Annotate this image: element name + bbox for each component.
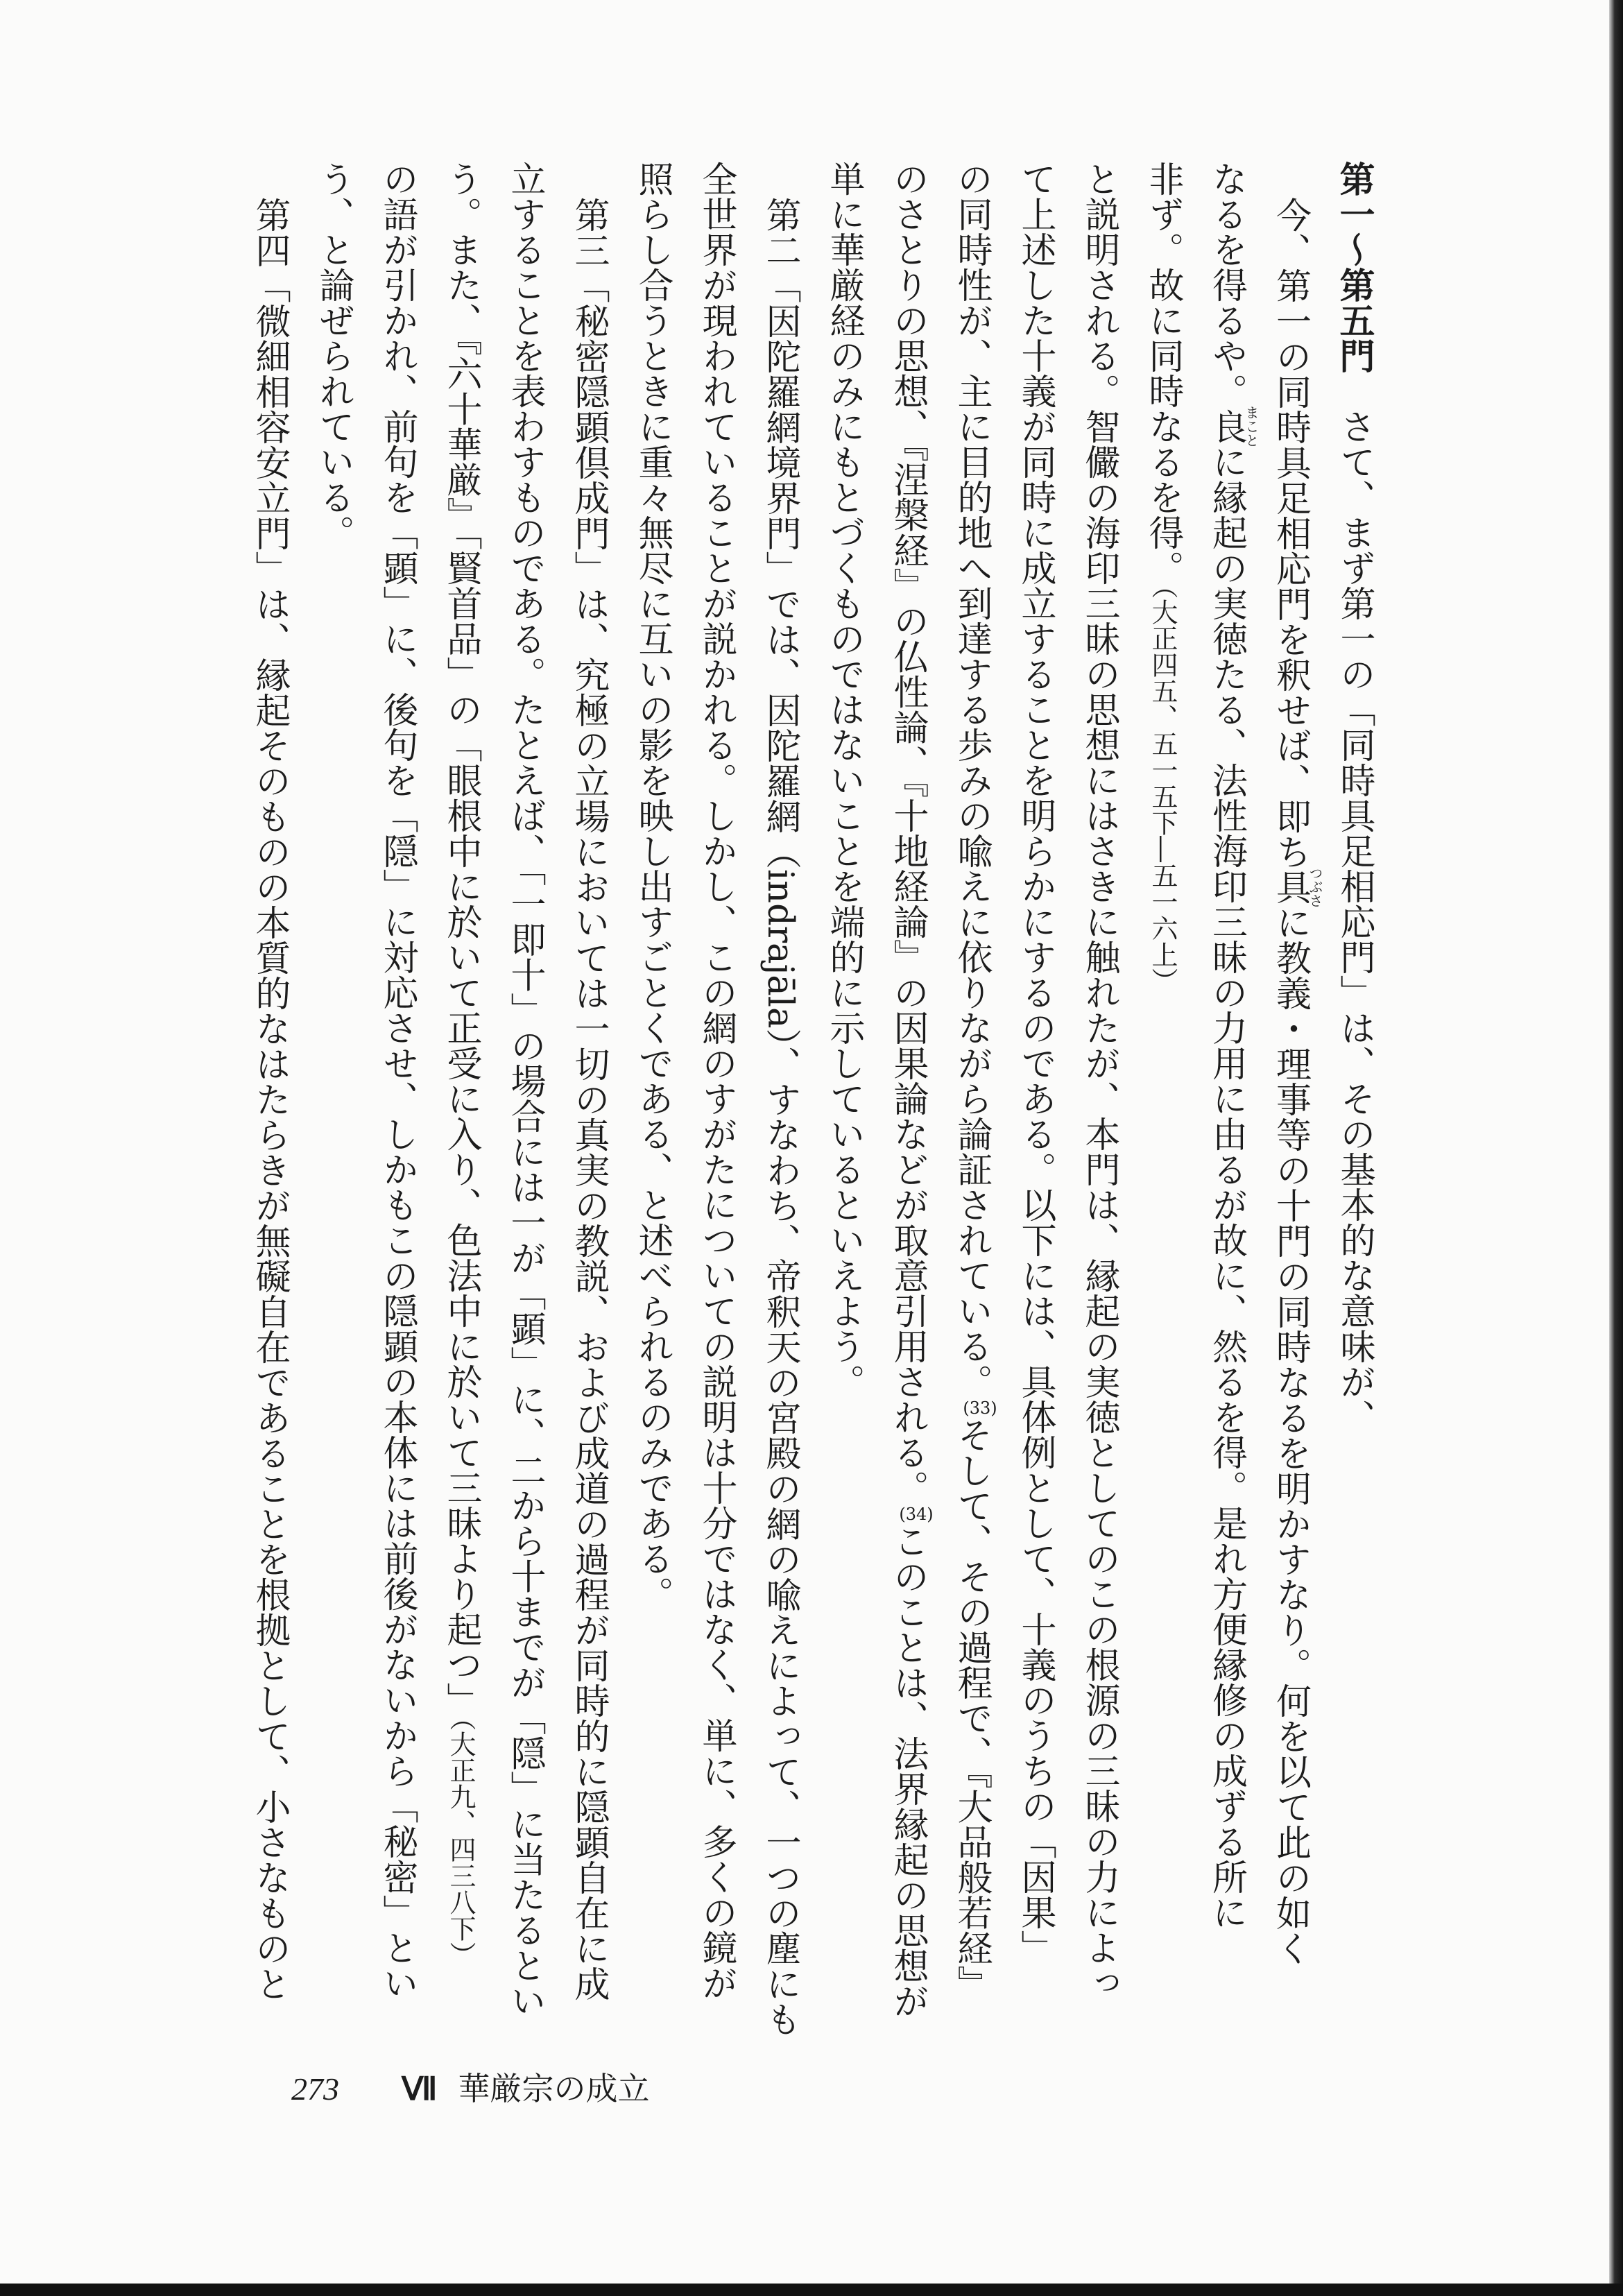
text-column [1131,161,1194,2034]
text-column [812,161,875,2034]
source-citation: （大正九、四三八下） [445,1717,476,1968]
body-text-run: 全世界が現われていることが説かれる。しかし、この網のすがたについての説明は十分ではなく、単に、多くの鏡が [696,161,737,2001]
ruby-text [1269,866,1323,908]
text-column [1067,161,1131,2034]
ruby-text [1205,405,1260,447]
text-column [429,161,492,2034]
ruby-base: 具 [1269,866,1311,908]
body-text-run: の同時性が、主に目的地へ到達する歩みの喩えに依りながら論証されている。 [951,161,992,1399]
text-column [1322,161,1386,2034]
text-column [1003,161,1067,2034]
text-column [748,161,812,2037]
page-number: 273 [291,2071,339,2107]
body-text-run: 第三「秘密隠顕倶成門」は、究極の立場においては一切の真実の教説、および成道の過程が同時的に隠顕自在に成 [568,197,609,2001]
body-text-run: う。また、『六十華厳』「賢首品」の「眼根中に於いて正受に入り、色法中に於いて三昧より起つ」 [440,161,481,1717]
text-column [875,161,939,2034]
ruby-reading: まこと [1243,405,1260,447]
text-column [556,161,620,2034]
body-text-run: そして、その過程で、『大品般若経』 [951,1417,992,2001]
body-text-run: 今、第一の同時具足相応門を釈せば、即ち [1269,197,1311,869]
source-citation: （大正四五、五一五下―五一六上） [1147,585,1178,994]
body-text-run: このことは、法界縁起の思想が [887,1523,928,2019]
text-column [1194,161,1258,2034]
body-text-run: て上述した十義が同時に成立することを明らかにするのである。以下には、具体例として、十義のうちの「因果」 [1015,161,1056,1965]
body-text-run: と説明される。智儼の海印三昧の思想にはさきに触れたが、本門は、縁起の実徳としてのこの根源の三昧の力によっ [1079,161,1119,2001]
body-text-run: の語が引かれ、前句を「顕」に、後句を「隠」に対応させ、しかもこの隠顕の本体には前後がないから「秘密」とい [377,161,418,2001]
footnote-marker: (33) [963,1398,997,1418]
ruby-base: 良 [1205,405,1247,447]
text-column [365,161,429,2034]
chapter-title: 華厳宗の成立 [458,2070,650,2107]
text-column [620,161,684,2034]
text-column [684,161,748,2034]
body-text-run: 第四「微細相容安立門」は、縁起そのものの本質的なはたらきが無礙自在であることを根拠として、小さなものと [249,197,290,2001]
body-text-run: なるを得るや。 [1205,161,1247,409]
body-text-run: に教義・理事等の十門の同時なるを明かすなり。何を以て此の如く [1269,905,1311,1966]
text-column [301,161,365,2034]
body-text-run: 照らし合うときに重々無尽に互いの影を映し出すごとくである、と述べられるのみである。 [632,161,673,1611]
text-column [492,161,556,2034]
body-text-run: さて、まず第一の「同時具足相応門」は、その基本的な意味が、 [1334,373,1375,1434]
body-text-run: う、と論ぜられている。 [313,161,354,550]
body-text-run: に縁起の実徳たる、法性海印三昧の力用に由るが故に、然るを得。是れ方便縁修の成ずる所に [1205,444,1247,1930]
scan-edge-right [1609,0,1623,2296]
scan-edge-bottom [0,2284,1623,2296]
text-column [1258,161,1322,2034]
ruby-reading: つぶさ [1307,866,1323,908]
body-text-run: のさとりの思想、『涅槃経』の仏性論、『十地経論』の因果論などが取意引用される。 [887,161,928,1505]
body-text-run: 立することを表わすものである。たとえば、「一即十」の場合には一が「顕」に、二から十までが「隠」に当たるとい [504,161,545,2019]
chapter-number: Ⅶ [402,2071,438,2107]
text-column [939,161,1003,2034]
body-text-run: 単に華厳経のみにもとづくものではないことを端的に示しているといえよう。 [823,161,864,1399]
body-text-run: 第二「因陀羅網境界門」では、因陀羅網（indrajāla）、すなわち、帝釈天の宮殿の網の喩えによって、一つの塵にも [759,197,800,2037]
page-footer [291,2064,650,2109]
text-column [237,161,301,2034]
body-text [237,161,1386,2037]
section-heading: 第一〜第五門 [1333,161,1375,373]
footnote-marker: (34) [899,1505,934,1524]
body-text-run: 非ず。故に同時なるを得。 [1142,161,1183,585]
